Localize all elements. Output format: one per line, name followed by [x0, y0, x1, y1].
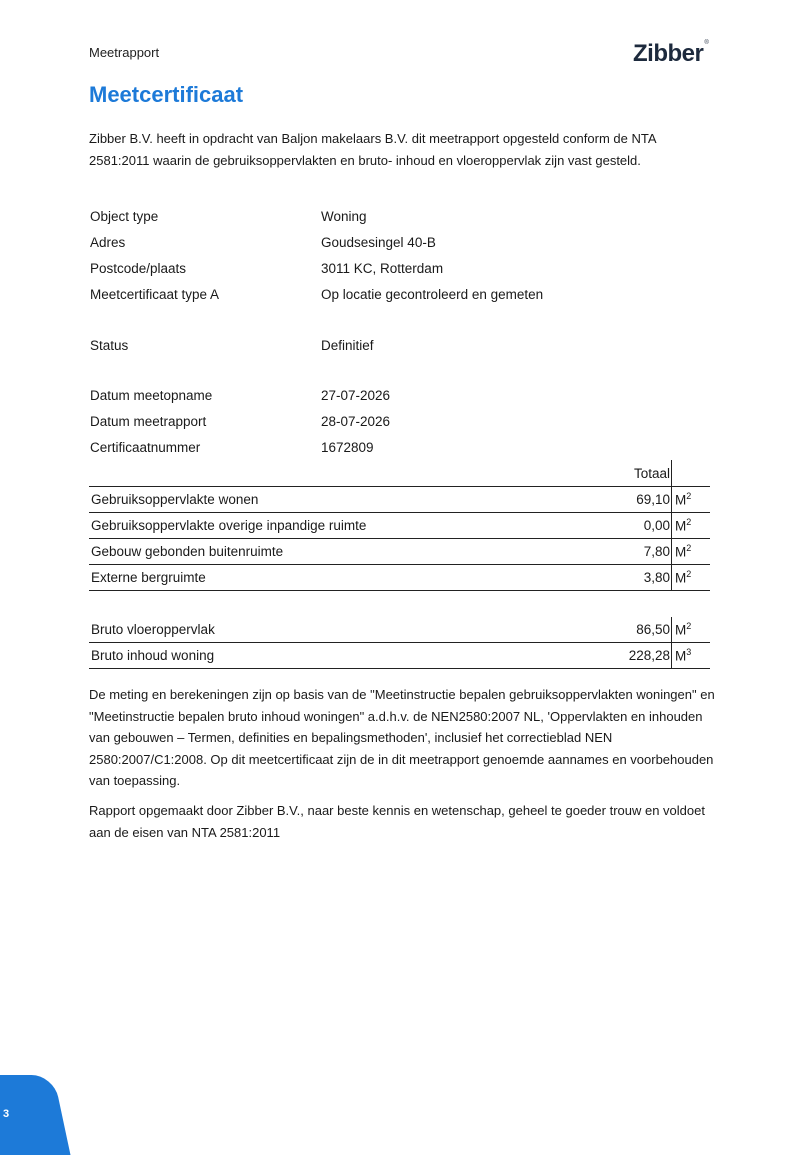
intro-paragraph: Zibber B.V. heeft in opdracht van Baljon makelaars B.V. dit meetrapport opgesteld conform de NTA 2581:2011 waarin de gebruiksoppervlakten en bruto- inhoud en vloeroppervlak zijn vast gesteld.	[89, 131, 656, 168]
row-name: Gebouw gebonden buitenruimte	[91, 544, 284, 559]
unit-symbol: M	[675, 570, 687, 586]
total-column-header: Totaal	[633, 466, 670, 481]
field-value: 1672809	[321, 440, 374, 455]
row-name: Bruto vloeroppervlak	[91, 622, 215, 637]
row-unit	[671, 487, 691, 512]
row-unit	[671, 617, 691, 642]
gross-measurement-table	[89, 617, 710, 669]
field-label: Datum meetrapport	[90, 414, 207, 429]
field-label: Adres	[90, 235, 126, 250]
field-value: Definitief	[321, 338, 374, 353]
table-row	[89, 513, 710, 539]
zibber-logo	[633, 40, 708, 68]
field-label: Datum meetopname	[90, 388, 213, 403]
field-value: 27-07-2026	[321, 388, 391, 403]
declaration-paragraph: Rapport opgemaakt door Zibber B.V., naar beste kennis en wetenschap, geheel te goeder trouw en voldoet aan de eisen van NTA 2581:2011	[89, 803, 705, 840]
logo-registered-mark: ®	[704, 40, 709, 46]
field-label: Meetcertificaat type A	[90, 287, 220, 302]
page-corner-decoration	[0, 1075, 71, 1155]
row-value: 228,28	[628, 648, 670, 663]
logo-text: Zibber	[633, 40, 704, 67]
field-value: Op locatie gecontroleerd en gemeten	[321, 287, 544, 302]
field-value: 3011 KC, Rotterdam	[321, 261, 444, 276]
unit-power: 3	[686, 647, 692, 657]
unit-power: 2	[686, 621, 692, 631]
report-header-label: Meetrapport	[89, 45, 160, 60]
field-label: Certificaatnummer	[90, 440, 201, 455]
row-value: 86,50	[636, 622, 670, 637]
row-unit	[671, 513, 691, 538]
table-row	[89, 539, 710, 565]
measurement-table	[89, 460, 710, 591]
unit-power: 2	[686, 543, 692, 553]
table-row	[89, 617, 710, 643]
field-value: Goudsesingel 40-B	[321, 235, 436, 250]
field-label: Postcode/plaats	[90, 261, 187, 276]
row-value: 7,80	[643, 544, 670, 559]
field-label: Status	[90, 338, 129, 353]
row-value: 0,00	[643, 518, 670, 533]
row-value: 69,10	[636, 492, 670, 507]
table-row	[89, 565, 710, 591]
field-label: Object type	[90, 209, 159, 224]
unit-power: 2	[686, 517, 692, 527]
row-name: Gebruiksoppervlakte overige inpandige ruimte	[91, 518, 367, 533]
unit-symbol: M	[675, 492, 687, 508]
methodology-paragraph: De meting en berekeningen zijn op basis van de "Meetinstructie bepalen gebruiksoppervlakten woningen" en "Meetinstructie bepalen bruto inhoud woningen" a.d.h.v. de NEN2580:2007 NL, 'Oppervlakten en inhouden van gebouwen – Termen, definities en bepalingsmethoden', inclusief het correctieblad NEN 2580:2007/C1:2008. Op dit meetcertificaat zijn de in dit meetrapport genoemde aannames en voorbehouden van toepassing.	[89, 687, 715, 788]
field-value: Woning	[321, 209, 367, 224]
measurement-table-header	[89, 460, 710, 486]
unit-power: 2	[686, 569, 692, 579]
column-divider	[671, 460, 672, 486]
unit-power: 2	[686, 491, 692, 501]
unit-symbol: M	[675, 622, 687, 638]
row-value: 3,80	[643, 570, 670, 585]
table-row	[89, 487, 710, 513]
unit-symbol: M	[675, 518, 687, 534]
row-unit	[671, 539, 691, 564]
row-name: Bruto inhoud woning	[91, 648, 215, 663]
page-number: 3	[3, 1108, 10, 1120]
row-name: Gebruiksoppervlakte wonen	[91, 492, 259, 507]
row-name: Externe bergruimte	[91, 570, 206, 585]
unit-symbol: M	[675, 648, 687, 664]
unit-symbol: M	[675, 544, 687, 560]
table-row	[89, 643, 710, 669]
page-title: Meetcertificaat	[89, 82, 244, 107]
field-value: 28-07-2026	[321, 414, 391, 429]
row-unit	[671, 565, 691, 590]
row-unit	[671, 643, 691, 668]
